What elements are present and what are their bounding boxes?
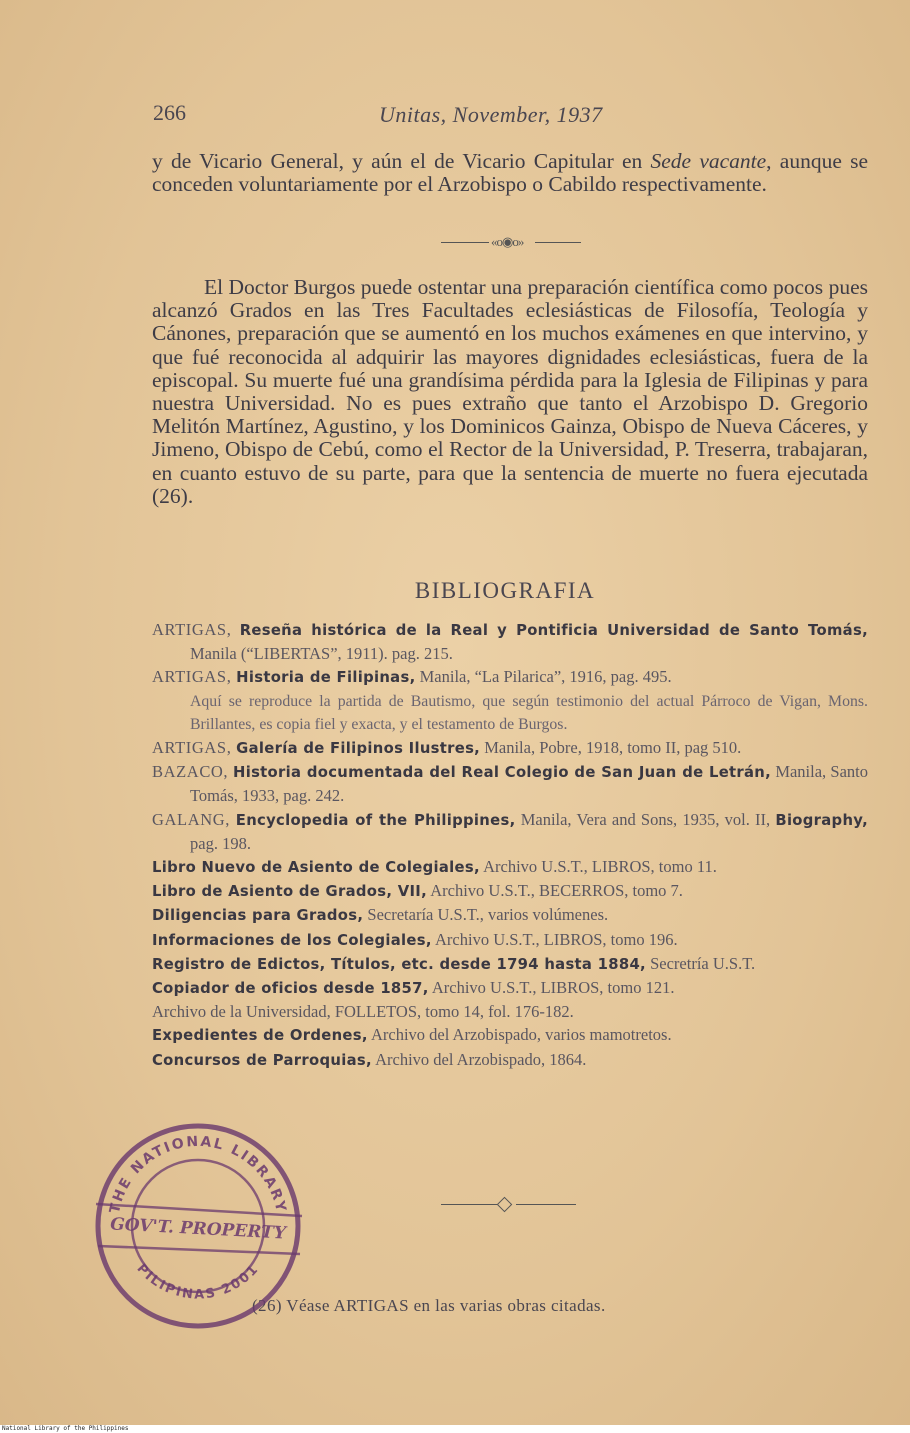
section-divider (441, 234, 581, 250)
running-title: Unitas, November, 1937 (379, 102, 603, 127)
bib-entry: Registro de Edictos, Títulos, etc. desde 1794 hasta 1884, Secretría U.S.T. (152, 953, 756, 973)
bib-entry: Informaciones de los Colegiales, Archivo U.S.T., LIBROS, tomo 196. (152, 929, 678, 949)
svg-text:PILIPINAS 2001 (134, 1261, 263, 1302)
footnote: (26) Véase ARTIGAS en las varias obras citadas. (252, 1296, 606, 1315)
paragraph-1-end: , aunque se conceden voluntariamente por el Arzobispo o Cabildo respectivamente. (152, 149, 869, 197)
stamp-bottom-text: PILIPINAS 2001 (133, 1261, 263, 1303)
bib-entry: Libro Nuevo de Asiento de Colegiales, Archivo U.S.T., LIBROS, tomo 11. (152, 857, 717, 877)
paragraph-1-start: y de Vicario General, y aún el de Vicario Capitular en (152, 149, 651, 173)
page-header (153, 100, 868, 134)
bibliography-title: BIBLIOGRAFIA (414, 578, 596, 603)
end-divider (441, 1196, 576, 1212)
page-number: 266 (153, 100, 186, 125)
bib-entry: Libro de Asiento de Grados, VII, Archivo U.S.T., BECERROS, tomo 7. (152, 881, 683, 901)
bib-entry: Archivo de la Universidad, FOLLETOS, tomo 14, fol. 176-182. (152, 1002, 574, 1022)
diamond-ornament-icon (497, 1197, 513, 1213)
stamp-middle-text: GOV'T. PROPERTY (109, 1214, 287, 1244)
bib-entry-note: Aquí se reproduce la partida de Bautismo, que según testimonio del actual Párroco de Vigan, Mons. Brillantes, es copia fiel y exacta, y el testamento de Burgos. (190, 692, 868, 733)
bib-entry: ARTIGAS, Reseña histórica de la Real y Pontificia Universidad de Santo Tomás, Manila (“LIBERTAS”, 1911). pag. 215. (152, 620, 868, 664)
paragraph-2: El Doctor Burgos puede ostentar una preparación científica como pocos pues alcanzó Grados en las Tres Facultades eclesiásticas de Filosofía, Teología y Cánones, preparación que se aumentó en los muchos exámenes en que intervino, y que fué reconocida al adquirir las mayores dignidades eclesiásticas, fuera de la episcopal. Su muerte fué una grandísima pérdida para la Iglesia de Filipinas y para nuestra Universidad. No es pues extraño que tanto el Arzobispo D. Gregorio Melitón Martínez, Agustino, y los Dominicos Gainza, Obispo de Nueva Cáceres, y Jimeno, Obispo de Cebú, como el Rector de la Universidad, P. Treserra, trabajaran, en cuanto estuvo de su parte, para que la sentencia de muerte no fuera ejecutada (26). (152, 275, 868, 508)
stamp-top-text: THE NATIONAL LIBRARY (106, 1133, 290, 1215)
bib-entry: Expedientes de Ordenes, Archivo del Arzobispado, varios mamotretos. (152, 1025, 672, 1045)
bib-entry: Copiador de oficios desde 1857, Archivo U.S.T., LIBROS, tomo 121. (152, 978, 675, 998)
bib-entry: Diligencias para Grados, Secretaría U.S.T., varios volúmenes. (152, 905, 609, 925)
bib-entry: BAZACO, Historia documentada del Real Colegio de San Juan de Letrán, Manila, Santo Tomás, 1933, pag. 242. (152, 762, 869, 806)
footer-credit: National Library of the Philippines (0, 1425, 910, 1433)
bibliography-list (152, 618, 868, 1072)
paragraph-1 (152, 150, 868, 196)
bib-entry: ARTIGAS, Galería de Filipinos Ilustres, Manila, Pobre, 1918, tomo II, pag 510. (152, 738, 742, 758)
paragraph-1-italic: Sede vacante (650, 149, 767, 173)
library-stamp-icon (92, 1120, 304, 1332)
bib-entry: GALANG, Encyclopedia of the Philippines, Manila, Vera and Sons, 1935, vol. II, Biography, pag. 198. (152, 809, 868, 853)
bib-entry: ARTIGAS, Historia de Filipinas, Manila, “La Pilarica”, 1916, pag. 495. (152, 667, 672, 687)
bib-entry: Concursos de Parroquias, Archivo del Arzobispado, 1864. (152, 1049, 587, 1069)
divider-ornament-icon: «o◉o» (491, 234, 524, 249)
